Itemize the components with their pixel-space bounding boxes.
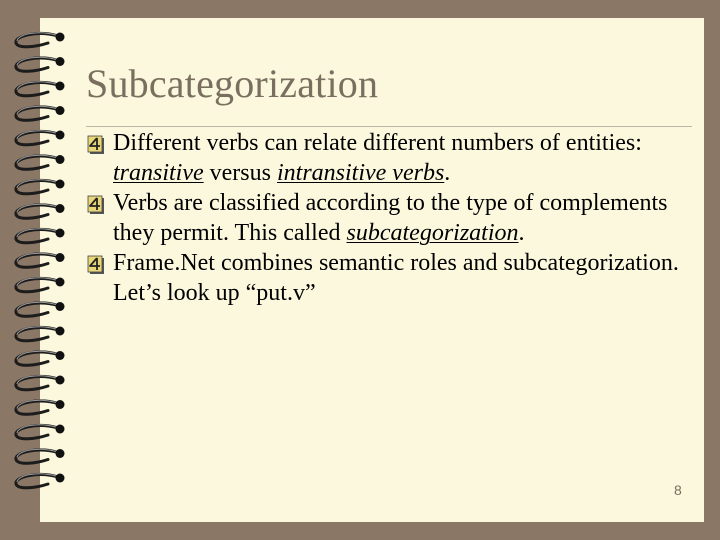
term-intransitive-verbs: intransitive verbs: [276, 160, 445, 186]
spiral-binding: [0, 0, 80, 540]
note-pad-4-icon: [86, 254, 106, 276]
binding-ring: [16, 155, 65, 169]
text-run: Verbs are classified according to the type of complements they permit. This called: [113, 190, 668, 246]
binding-ring: [16, 180, 65, 194]
text-run: .: [444, 160, 451, 186]
text-run: .: [518, 220, 525, 246]
binding-ring: [16, 376, 65, 390]
binding-ring: [16, 351, 65, 365]
note-pad-4-icon: [86, 194, 106, 216]
binding-ring: [16, 449, 65, 463]
bullet-text: [113, 250, 679, 306]
text-run: Frame.Net combines semantic roles and subcategorization. Let’s look up “put.v”: [113, 250, 679, 306]
bullet-item: [86, 248, 686, 308]
binding-ring: [16, 57, 65, 71]
bullet-item: [86, 188, 686, 248]
binding-ring: [16, 425, 65, 439]
binding-ring: [16, 474, 65, 488]
bullet-text: [113, 130, 642, 186]
binding-ring: [16, 278, 65, 292]
text-run: versus: [203, 160, 277, 186]
binding-ring: [16, 106, 65, 120]
binding-ring: [16, 327, 65, 341]
binding-ring: [16, 302, 65, 316]
binding-ring: [16, 400, 65, 414]
binding-ring: [16, 82, 65, 96]
page-number: 8: [674, 482, 682, 498]
binding-ring: [16, 253, 65, 267]
slide-title: Subcategorization: [86, 61, 379, 106]
bullet-item: [86, 128, 686, 188]
term-subcategorization: subcategorization: [346, 220, 519, 246]
title-divider: [86, 126, 692, 127]
binding-ring: [16, 204, 65, 218]
text-run: Different verbs can relate different numbers of entities:: [113, 130, 642, 156]
bullet-list: [86, 128, 686, 308]
bullet-text: [113, 190, 667, 246]
binding-ring: [16, 33, 65, 47]
binding-ring: [16, 229, 65, 243]
term-transitive: transitive: [113, 160, 204, 186]
binding-ring: [16, 131, 65, 145]
note-pad-4-icon: [86, 134, 106, 156]
